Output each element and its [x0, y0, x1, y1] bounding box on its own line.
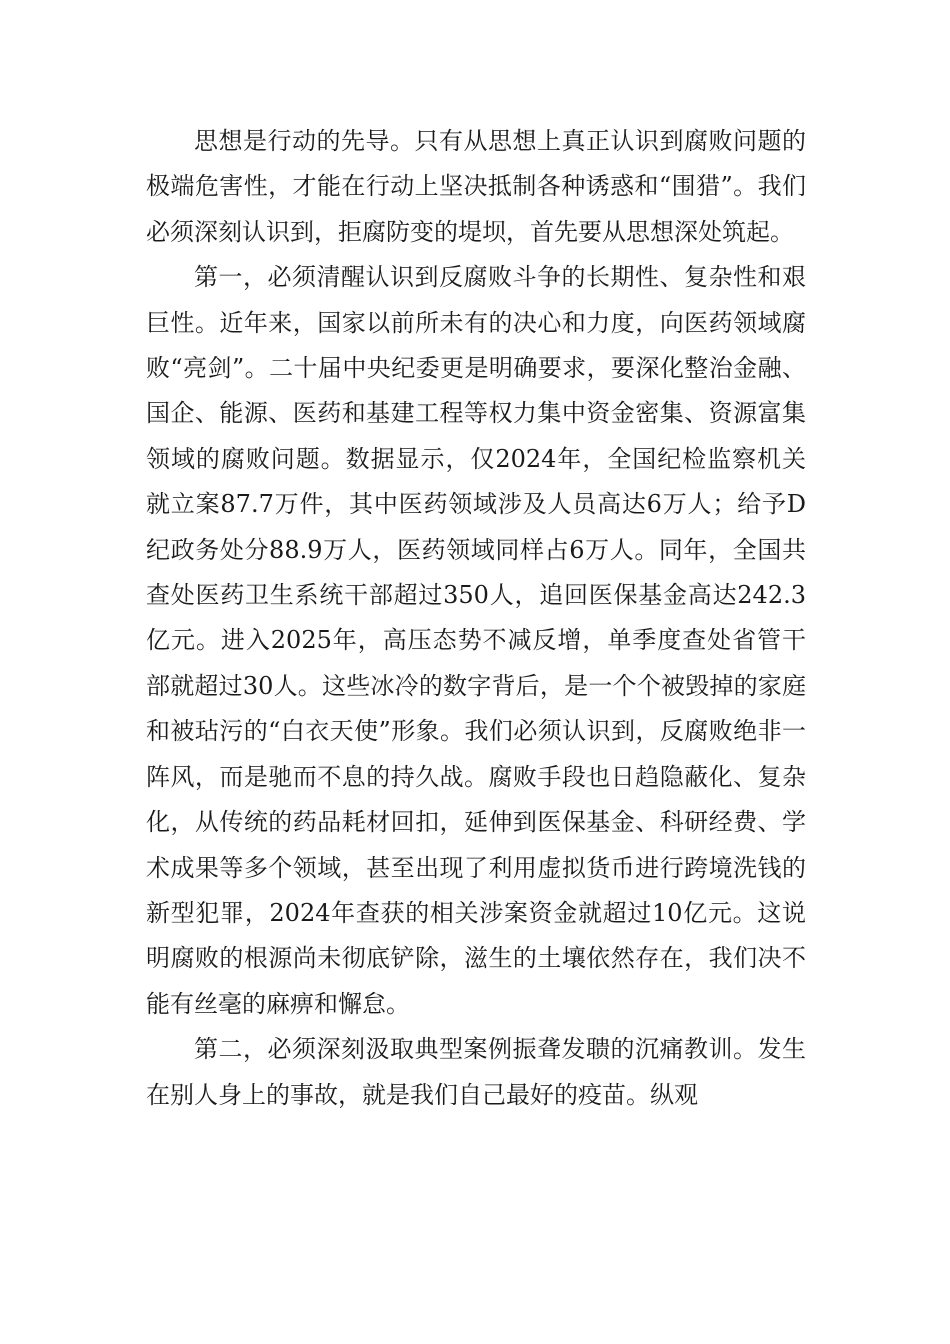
paragraph-thought-first: 思想是行动的先导。只有从思想上真正认识到腐败问题的极端危害性，才能在行动上坚决抵制各种诱惑和“围猎”。我们必须深刻认识到，拒腐防变的堤坝，首先要从思想深处筑起。	[146, 127, 806, 246]
paragraph-point-two: 第二，必须深刻汲取典型案例振聋发聩的沉痛教训。发生在别人身上的事故，就是我们自己最好的疫苗。纵观	[146, 1035, 806, 1109]
paragraph-point-one: 第一，必须清醒认识到反腐败斗争的长期性、复杂性和艰巨性。近年来，国家以前所未有的决心和力度，向医药领域腐败“亮剑”。二十届中央纪委更是明确要求，要深化整治金融、国企、能源、医药和基建工程等权力集中资金密集、资源富集领域的腐败问题。数据显示，仅2024年，全国纪检监察机关就立案87.7万件，其中医药领域涉及人员高达6万人；给予D纪政务处分88.9万人，医药领域同样占6万人。同年，全国共查处医药卫生系统干部超过350人，追回医保基金高达242.3亿元。进入2025年，高压态势不减反增，单季度查处省管干部就超过30人。这些冰冷的数字背后，是一个个被毁掉的家庭和被玷污的“白衣天使”形象。我们必须认识到，反腐败绝非一阵风，而是驰而不息的持久战。腐败手段也日趋隐蔽化、复杂化，从传统的药品耗材回扣，延伸到医保基金、科研经费、学术成果等多个领域，甚至出现了利用虚拟货币进行跨境洗钱的新型犯罪，2024年查获的相关涉案资金就超过10亿元。这说明腐败的根源尚未彻底铲除，滋生的土壤依然存在，我们决不能有丝毫的麻痹和懈怠。	[146, 263, 806, 1018]
document-body	[146, 119, 806, 1118]
